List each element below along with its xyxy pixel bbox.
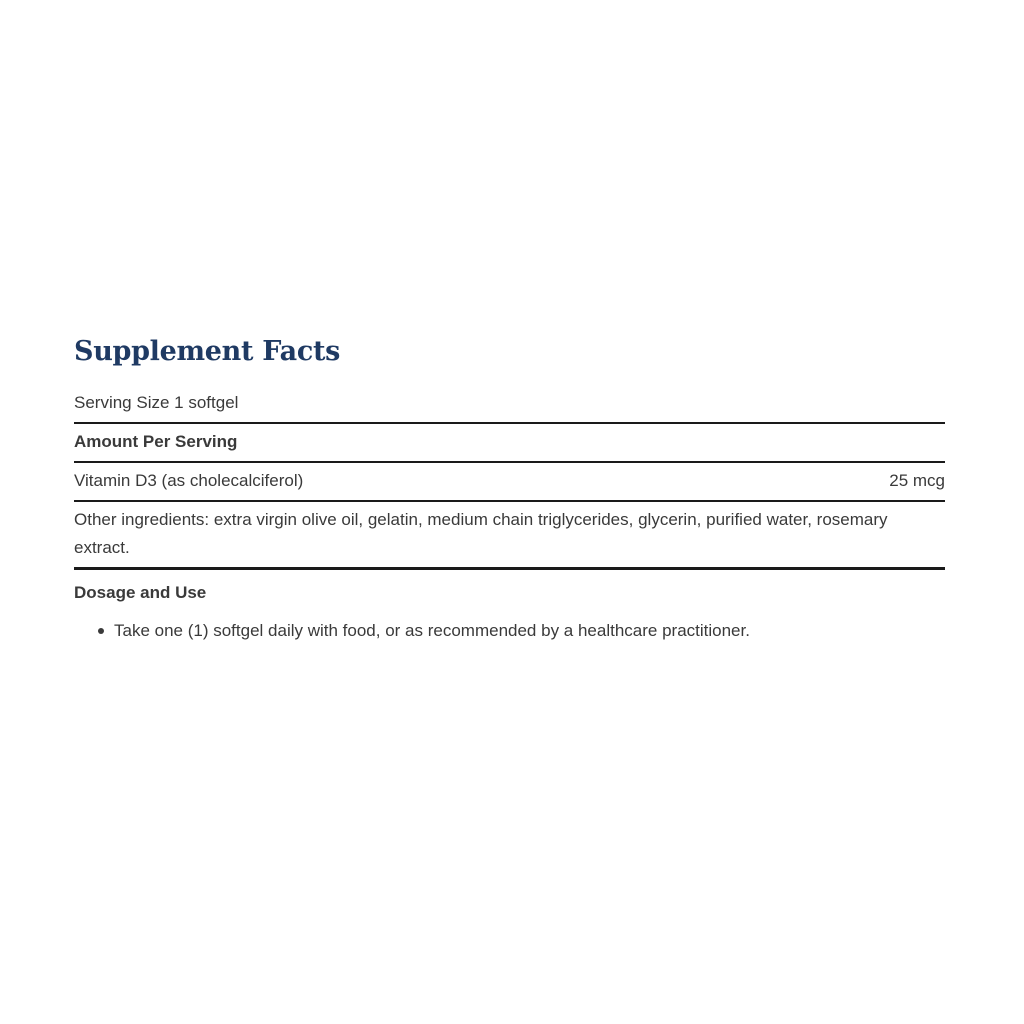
dosage-list (74, 604, 945, 642)
supplement-facts-panel (74, 330, 945, 642)
dosage-heading: Dosage and Use (74, 583, 207, 602)
nutrient-row (74, 463, 945, 500)
nutrient-amount: 25 mcg (889, 471, 945, 490)
bullet-icon (98, 628, 104, 634)
supplement-facts-title: Supplement Facts (74, 336, 341, 367)
serving-size: Serving Size 1 softgel (74, 393, 239, 412)
nutrient-name: Vitamin D3 (as cholecalciferol) (74, 471, 304, 490)
dosage-instruction: Take one (1) softgel daily with food, or as recommended by a healthcare practitioner. (114, 621, 750, 640)
amount-per-serving-header: Amount Per Serving (74, 432, 238, 451)
other-ingredients: Other ingredients: extra virgin olive oil, gelatin, medium chain triglycerides, glycerin, purified water, rosemary extract. (74, 510, 888, 557)
list-item (74, 620, 945, 642)
